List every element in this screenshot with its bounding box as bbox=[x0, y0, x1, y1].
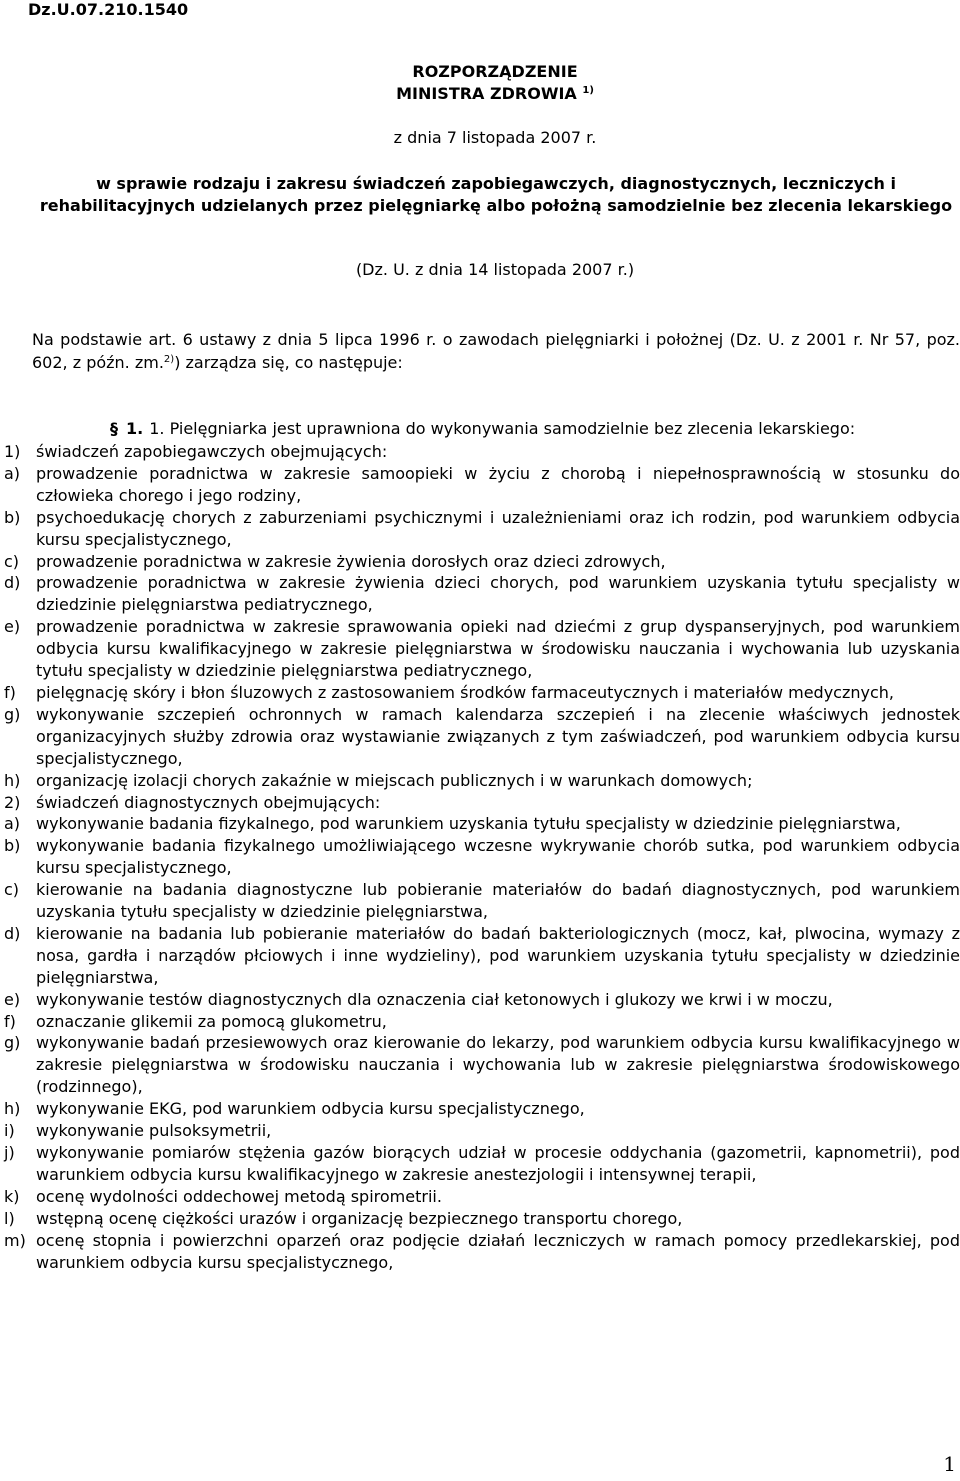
list-item-text: prowadzenie poradnictwa w zakresie samoopieki w życiu z chorobą i niepełnosprawnością w stosunku do człowieka chorego i jego rodziny, bbox=[36, 463, 960, 505]
list-item bbox=[4, 1186, 960, 1208]
list-item-marker: 1) bbox=[4, 442, 21, 461]
list-item-text: prowadzenie poradnictwa w zakresie sprawowania opieki nad dziećmi z grup dyspanseryjnych, pod warunkiem odbycia kursu kwalifikacyjnego w zakresie pielęgniarstwa w środowisku nauczania i wychowania lub uzyskania tytułu specjalisty w dziedzinie pielęgniarstwa pediatrycznego, bbox=[36, 617, 960, 681]
list-item-marker: k) bbox=[4, 1186, 20, 1206]
preamble bbox=[32, 329, 960, 374]
provisions-list bbox=[4, 441, 960, 1273]
section-number: 1. bbox=[126, 419, 144, 438]
document-title-line1: ROZPORZĄDZENIE bbox=[412, 62, 578, 81]
list-item bbox=[4, 616, 960, 682]
list-item-text: pielęgnację skóry i błon śluzowych z zastosowaniem środków farmaceutycznych i materiałów medycznych, bbox=[36, 682, 894, 702]
list-item bbox=[4, 792, 960, 814]
list-item-text: psychoedukację chorych z zaburzeniami psychicznymi i uzależnieniami oraz ich rodzin, pod warunkiem odbycia kursu specjalistycznego, bbox=[36, 507, 960, 549]
list-item bbox=[4, 1142, 960, 1186]
list-item-marker: g) bbox=[4, 704, 21, 724]
list-item-text: świadczeń zapobiegawczych obejmujących: bbox=[36, 442, 388, 461]
list-item-marker: f) bbox=[4, 1011, 16, 1031]
page-number: 1 bbox=[943, 1452, 956, 1476]
list-item-text: kierowanie na badania lub pobieranie materiałów do badań bakteriologicznych (mocz, kał, plwocina, wymazy z nosa, gardła i narządów płciowych i inne wydzieliny), pod warunkiem uzyskania tytułu specjalisty w dziedzinie pielęgniarstwa, bbox=[36, 923, 960, 987]
list-item-marker: d) bbox=[4, 923, 21, 943]
list-item bbox=[4, 441, 960, 463]
list-item-text: ocenę stopnia i powierzchni oparzeń oraz podjęcie działań leczniczych w ramach pomocy przedlekarskiej, pod warunkiem odbycia kursu specjalistycznego, bbox=[36, 1230, 960, 1272]
list-item-text: wstępną ocenę ciężkości urazów i organizację bezpiecznego transportu chorego, bbox=[36, 1208, 683, 1228]
list-item-marker: j) bbox=[4, 1143, 15, 1162]
list-item-marker: a) bbox=[4, 463, 21, 483]
list-item bbox=[4, 923, 960, 989]
list-item bbox=[4, 463, 960, 507]
document-title-line2 bbox=[0, 83, 960, 105]
list-item-text: świadczeń diagnostycznych obejmujących: bbox=[36, 792, 381, 812]
list-item-marker: m) bbox=[4, 1230, 26, 1250]
list-item bbox=[4, 1120, 960, 1142]
preamble-text: Na podstawie art. 6 ustawy z dnia 5 lipca 1996 r. o zawodach pielęgniarki i położnej (Dz. U. z 2001 r. Nr 57, poz. 602, z późn. zm. bbox=[32, 330, 960, 372]
list-item-text: oznaczanie glikemii za pomocą glukometru, bbox=[36, 1011, 387, 1031]
document-subject: w sprawie rodzaju i zakresu świadczeń zapobiegawczych, diagnostycznych, leczniczych i rehabilitacyjnych udzielanych przez pielęgniarkę albo położną samodzielnie bez zlecenia lekarskiego bbox=[39, 174, 953, 215]
list-item bbox=[4, 507, 960, 551]
list-item-text: organizację izolacji chorych zakaźnie w miejscach publicznych i w warunkach domowych; bbox=[36, 770, 753, 790]
list-item-marker: h) bbox=[4, 770, 21, 790]
list-item-marker: b) bbox=[4, 836, 21, 856]
document-title-text: MINISTRA ZDROWIA bbox=[396, 84, 577, 103]
list-item-text: prowadzenie poradnictwa w zakresie żywienia dzieci chorych, pod warunkiem uzyskania tytułu specjalisty w dziedzinie pielęgniarstwa pediatrycznego, bbox=[36, 573, 960, 615]
list-item-text: wykonywanie pulsoksymetrii, bbox=[36, 1121, 272, 1141]
list-item bbox=[4, 835, 960, 879]
list-item-text: ocenę wydolności oddechowej metodą spirometrii. bbox=[36, 1186, 442, 1206]
section-1-heading bbox=[110, 418, 960, 440]
publication-note: (Dz. U. z dnia 14 listopada 2007 r.) bbox=[355, 260, 635, 279]
list-item-marker: 2) bbox=[4, 792, 21, 812]
list-item-text: prowadzenie poradnictwa w zakresie żywienia dorosłych oraz dzieci zdrowych, bbox=[36, 551, 666, 571]
list-item-text: wykonywanie badania fizykalnego, pod warunkiem uzyskania tytułu specjalisty w dziedzinie pielęgniarstwa, bbox=[36, 814, 901, 834]
list-item-text: wykonywanie badania fizykalnego umożliwiającego wczesne wykrywanie chorób sutka, pod warunkiem odbycia kursu specjalistycznego, bbox=[36, 836, 960, 878]
list-item bbox=[4, 551, 960, 573]
list-item-text: wykonywanie EKG, pod warunkiem odbycia kursu specjalistycznego, bbox=[36, 1099, 585, 1119]
list-item-marker: l) bbox=[4, 1208, 15, 1228]
list-item-marker: c) bbox=[4, 880, 20, 900]
list-item-marker: e) bbox=[4, 617, 21, 637]
list-item-marker: e) bbox=[4, 989, 21, 1009]
title-footnote: 1) bbox=[582, 85, 594, 96]
list-item bbox=[4, 879, 960, 923]
list-item bbox=[4, 989, 960, 1011]
list-item-text: kierowanie na badania diagnostyczne lub pobieranie materiałów do badań diagnostycznych, pod warunkiem uzyskania tytułu specjalisty w dziedzinie pielęgniarstwa, bbox=[36, 880, 960, 922]
list-item bbox=[4, 813, 960, 835]
list-item-text: wykonywanie badań przesiewowych oraz kierowanie do lekarzy, pod warunkiem odbycia kursu kwalifikacyjnego w zakresie pielęgniarstwa w środowisku nauczania i wychowania lub w zakresie pielęgniarstwa środowiskowego (rodzinnego), bbox=[36, 1033, 960, 1097]
list-item bbox=[4, 770, 960, 792]
list-item-text: wykonywanie szczepień ochronnych w ramach kalendarza szczepień i na zlecenie właściwych jednostek organizacyjnych służby zdrowia oraz wystawianie związanych z tym zaświadczeń, pod warunkiem odbycia kursu specjalistycznego, bbox=[36, 704, 960, 768]
document-date: z dnia 7 listopada 2007 r. bbox=[393, 128, 597, 147]
list-item-marker: d) bbox=[4, 573, 21, 593]
list-item bbox=[4, 1098, 960, 1120]
preamble-text-end: ) zarządza się, co następuje: bbox=[174, 352, 403, 372]
preamble-footnote: 2) bbox=[163, 353, 175, 365]
list-item-marker: a) bbox=[4, 814, 21, 834]
list-item-text: wykonywanie testów diagnostycznych dla oznaczenia ciał ketonowych i glukozy we krwi i w moczu, bbox=[36, 989, 833, 1009]
list-item bbox=[4, 572, 960, 616]
list-item-marker: h) bbox=[4, 1099, 21, 1119]
list-item bbox=[4, 1208, 960, 1230]
list-item bbox=[4, 1011, 960, 1033]
list-item-marker: i) bbox=[4, 1121, 15, 1141]
section-text: 1. Pielęgniarka jest uprawniona do wykonywania samodzielnie bez zlecenia lekarskiego: bbox=[149, 419, 856, 438]
list-item-text: wykonywanie pomiarów stężenia gazów biorących udział w procesie oddychania (gazometrii, kapnometrii), pod warunkiem odbycia kursu kwalifikacyjnego w zakresie anestezjologii i intensywnej terapii, bbox=[36, 1143, 960, 1184]
document-reference: Dz.U.07.210.1540 bbox=[28, 0, 189, 19]
list-item bbox=[4, 1230, 960, 1274]
section-sign: § bbox=[110, 419, 118, 438]
list-item-marker: b) bbox=[4, 507, 21, 527]
list-item-marker: f) bbox=[4, 682, 16, 702]
list-item bbox=[4, 682, 960, 704]
list-item-marker: c) bbox=[4, 551, 20, 571]
list-item bbox=[4, 1032, 960, 1098]
list-item-marker: g) bbox=[4, 1033, 21, 1053]
list-item bbox=[4, 704, 960, 770]
